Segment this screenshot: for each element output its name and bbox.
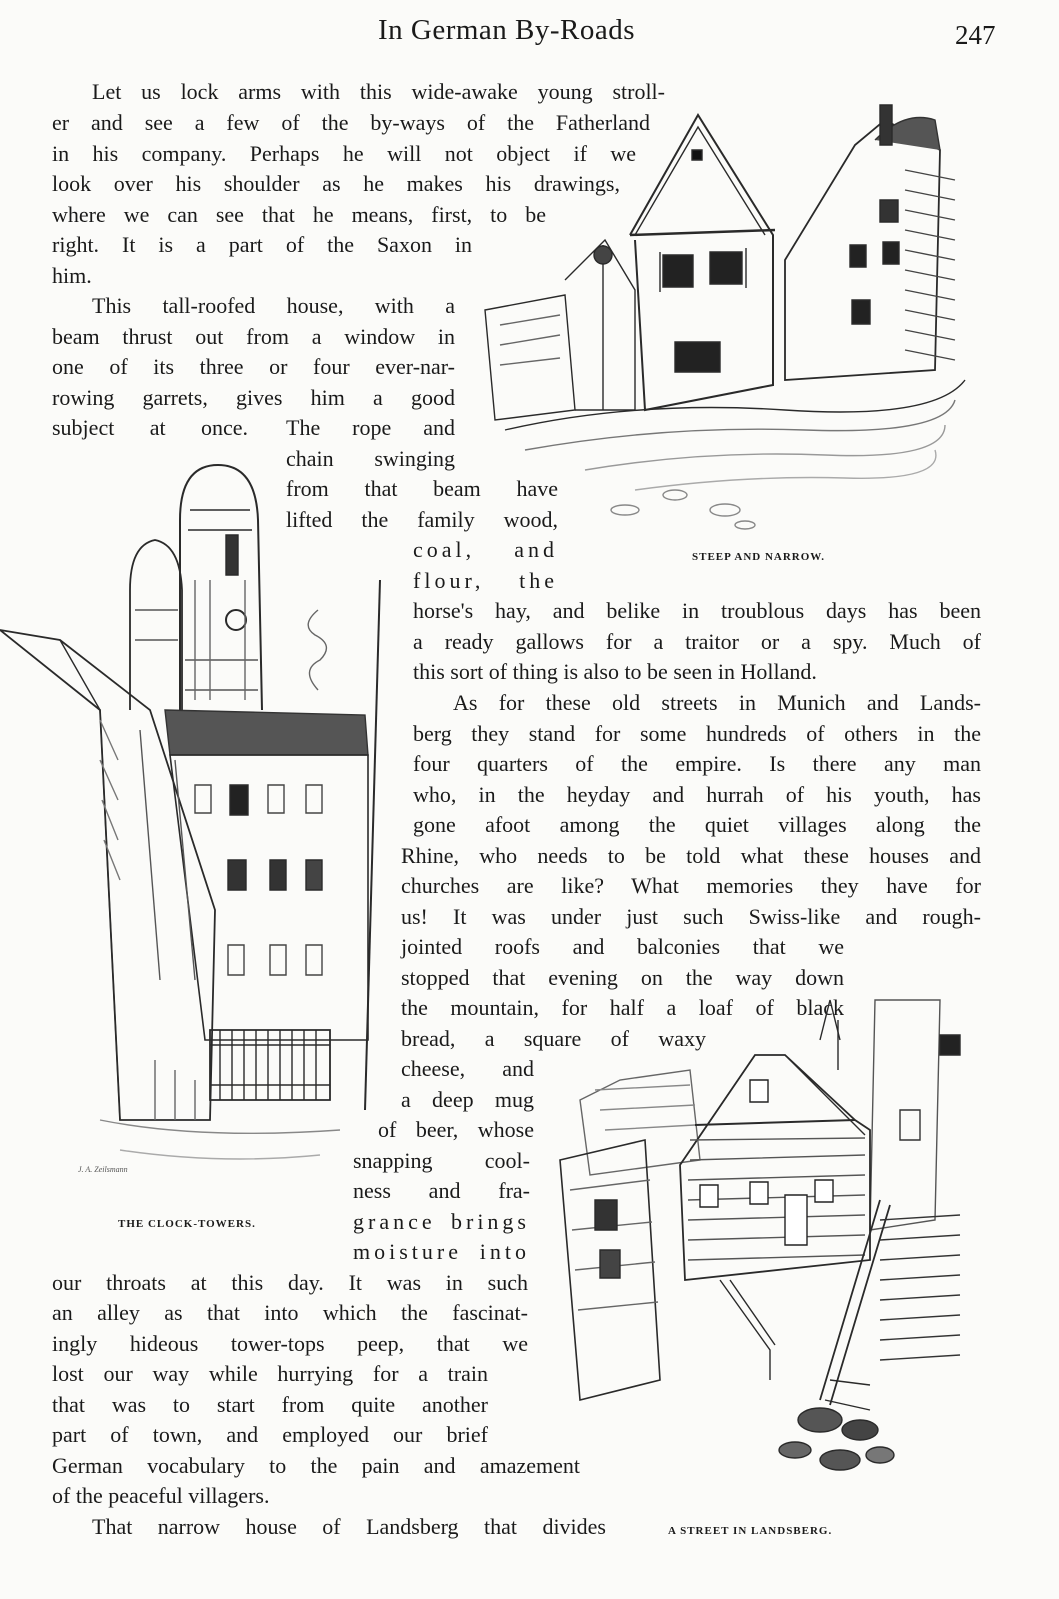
text-line: snapping cool- bbox=[353, 1148, 530, 1173]
text-line: in his company. Perhaps he will not object if we bbox=[52, 141, 636, 166]
text-line: beam thrust out from a window in bbox=[52, 324, 455, 349]
text-line: The rope and bbox=[286, 415, 455, 440]
text-line: horse's hay, and belike in troublous days has been bbox=[413, 598, 981, 623]
text-line: rowing garrets, gives him a good bbox=[52, 385, 455, 410]
text-line: of beer, whose bbox=[378, 1117, 534, 1142]
text-line: German vocabulary to the pain and amazement bbox=[52, 1453, 580, 1478]
text-line: him. bbox=[52, 263, 92, 288]
text-line: As for these old streets in Munich and Lands- bbox=[453, 690, 981, 715]
text-line: right. It is a part of the Saxon in bbox=[52, 232, 472, 257]
caption-clock-towers: THE CLOCK-TOWERS. bbox=[118, 1218, 256, 1230]
text-line: where we can see that he means, first, to be bbox=[52, 202, 546, 227]
clock-towers-illustration bbox=[0, 460, 395, 1200]
text-line: ness and fra- bbox=[353, 1178, 530, 1203]
street-in-landsberg-illustration bbox=[520, 960, 990, 1515]
text-line: this sort of thing is also to be seen in Holland. bbox=[413, 659, 817, 684]
text-line: of the peaceful villagers. bbox=[52, 1483, 270, 1508]
text-line: that was to start from quite another bbox=[52, 1392, 488, 1417]
text-line: a ready gallows for a traitor or a spy. Much of bbox=[413, 629, 981, 654]
text-line: subject at once. bbox=[52, 415, 248, 440]
text-line: grance brings bbox=[353, 1209, 530, 1234]
text-line: the mountain, for half a loaf of black bbox=[401, 995, 844, 1020]
text-line: Let us lock arms with this wide-awake young stroll- bbox=[92, 79, 665, 104]
text-line: part of town, and employed our brief bbox=[52, 1422, 488, 1447]
text-line: coal, and bbox=[413, 537, 558, 562]
text-line: our throats at this day. It was in such bbox=[52, 1270, 528, 1295]
text-line: flour, the bbox=[413, 568, 558, 593]
text-line: berg they stand for some hundreds of others in the bbox=[413, 721, 981, 746]
text-line: from that beam have bbox=[286, 476, 558, 501]
text-line: cheese, and bbox=[401, 1056, 534, 1081]
text-line: one of its three or four ever-nar- bbox=[52, 354, 455, 379]
page-number: 247 bbox=[955, 20, 996, 50]
text-line: ingly hideous tower-tops peep, that we bbox=[52, 1331, 528, 1356]
running-title: In German By-Roads bbox=[378, 14, 636, 46]
text-line: look over his shoulder as he makes his drawings, bbox=[52, 171, 620, 196]
text-line: us! It was under just such Swiss-like and rough- bbox=[401, 904, 981, 929]
text-line: four quarters of the empire. Is there any man bbox=[413, 751, 981, 776]
steep-and-narrow-illustration bbox=[485, 80, 995, 540]
text-line: stopped that evening on the way down bbox=[401, 965, 844, 990]
text-line: jointed roofs and balconies that we bbox=[401, 934, 844, 959]
text-line: bread, a square of waxy bbox=[401, 1026, 706, 1051]
text-line: Rhine, who needs to be told what these houses and bbox=[401, 843, 981, 868]
text-line: churches are like? What memories they have for bbox=[401, 873, 981, 898]
caption-steep-and-narrow: STEEP AND NARROW. bbox=[692, 551, 826, 563]
text-line: That narrow house of Landsberg that divides bbox=[92, 1514, 606, 1539]
text-line: This tall-roofed house, with a bbox=[92, 293, 455, 318]
text-line: an alley as that into which the fascinat- bbox=[52, 1300, 528, 1325]
text-line: moisture into bbox=[353, 1239, 530, 1264]
text-line: chain swinging bbox=[286, 446, 455, 471]
running-header bbox=[0, 14, 1059, 54]
text-line: lost our way while hurrying for a train bbox=[52, 1361, 488, 1386]
text-line: er and see a few of the by-ways of the Fatherland bbox=[52, 110, 650, 135]
caption-street-in-landsberg: A STREET IN LANDSBERG. bbox=[668, 1525, 833, 1537]
text-line: lifted the family wood, bbox=[286, 507, 558, 532]
artist-signature: J. A. Zeilsmann bbox=[78, 1165, 128, 1174]
text-line: a deep mug bbox=[401, 1087, 534, 1112]
text-line: gone afoot among the quiet villages along the bbox=[413, 812, 981, 837]
text-line: who, in the heyday and hurrah of his youth, has bbox=[413, 782, 981, 807]
